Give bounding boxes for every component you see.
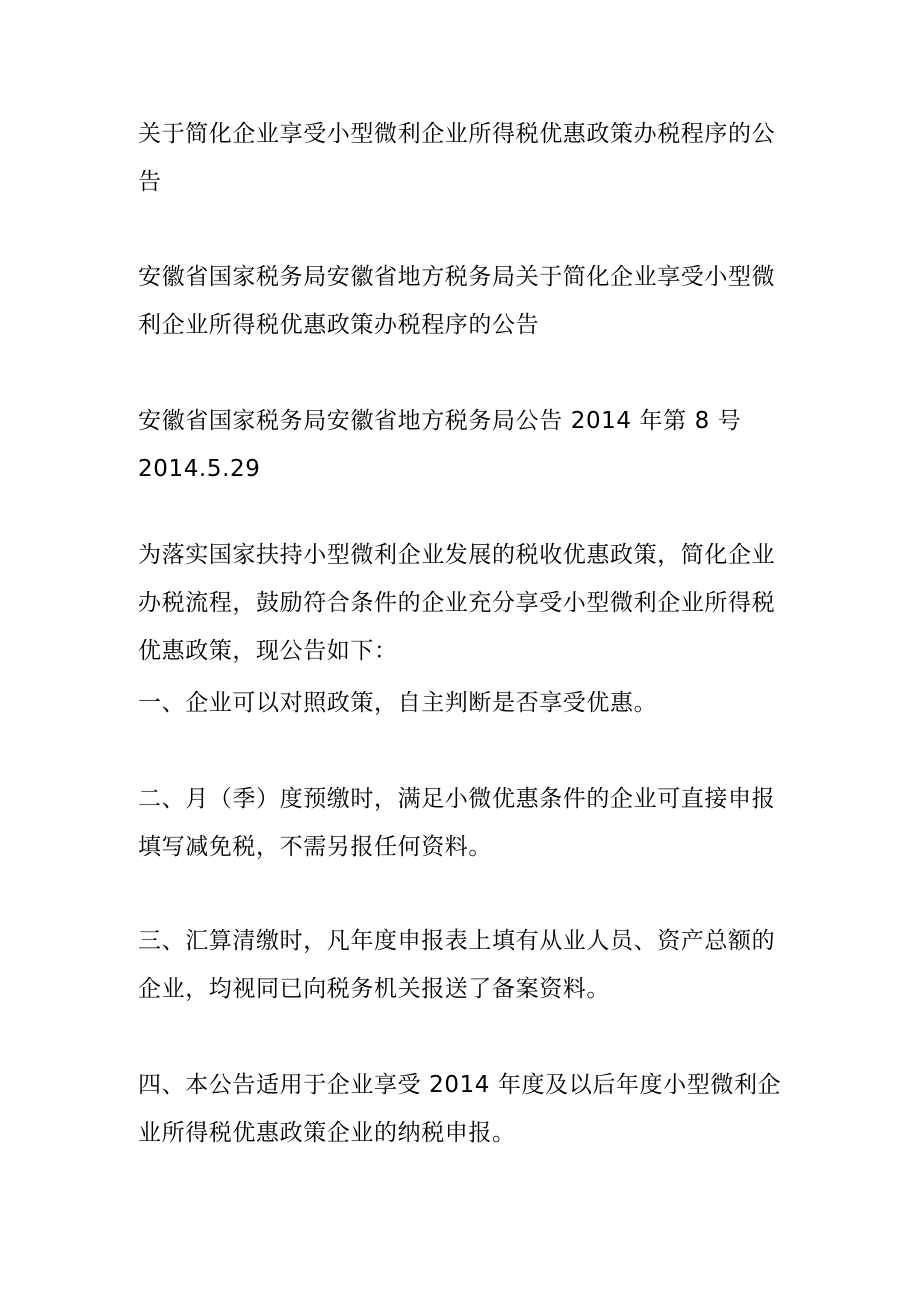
- document-subtitle: 安徽省国家税务局安徽省地方税务局关于简化企业享受小型微利企业所得税优惠政策办税程序的公告: [138, 264, 776, 338]
- document-title: 关于简化企业享受小型微利企业所得税优惠政策办税程序的公告: [138, 121, 776, 195]
- issue-date: 2014.5.29: [138, 456, 261, 482]
- item-2: 二、月（季）度预缴时，满足小微优惠条件的企业可直接申报填写减免税，不需另报任何资料。: [138, 786, 776, 860]
- item-4: 四、本公告适用于企业享受 2014 年度及以后年度小型微利企业所得税优惠政策企业的纳税申报。: [138, 1072, 782, 1146]
- item-3: 三、汇算清缴时，凡年度申报表上填有从业人员、资产总额的企业，均视同已向税务机关报送了备案资料。: [138, 928, 776, 1002]
- intro-paragraph: 为落实国家扶持小型微利企业发展的税收优惠政策，简化企业办税流程，鼓励符合条件的企业充分享受小型微利企业所得税优惠政策，现公告如下：: [138, 542, 776, 664]
- item-1: 一、企业可以对照政策，自主判断是否享受优惠。: [138, 690, 658, 716]
- issue-number: 安徽省国家税务局安徽省地方税务局公告 2014 年第 8 号: [138, 408, 742, 434]
